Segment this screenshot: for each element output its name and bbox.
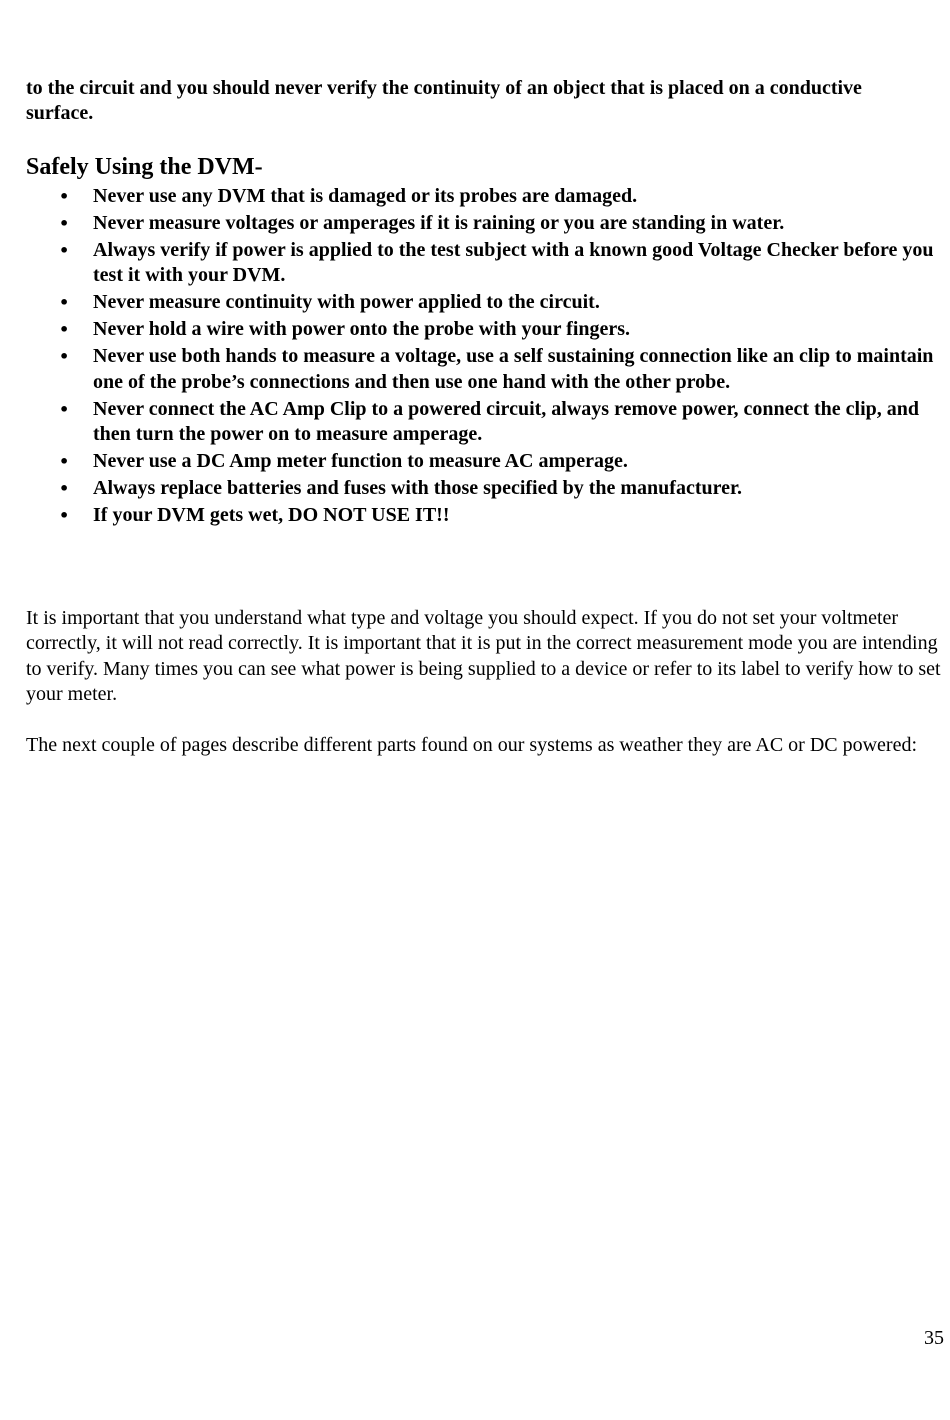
bullet-text: Never use both hands to measure a voltage, use a self sustaining connection like an clip to maintain one of the probe’s connections and then use one hand with the other probe. — [93, 345, 934, 393]
bullet-text: Never connect the AC Amp Clip to a powered circuit, always remove power, connect the clip, and then turn the power on to measure amperage. — [93, 397, 920, 446]
bullet-icon: • — [59, 187, 70, 206]
bullet-text: Never use any DVM that is damaged or its probes are damaged. — [93, 185, 638, 207]
bullet-icon: • — [59, 399, 70, 419]
bullet-text: Always verify if power is applied to the test subject with a known good Voltage Checker before you test it with your DVM. — [93, 239, 934, 287]
bullet-icon: • — [59, 214, 70, 233]
intro-paragraph: to the circuit and you should never verify the continuity of an object that is placed on a conductive surface. — [26, 77, 862, 124]
list-item — [0, 211, 950, 236]
list-item — [0, 449, 950, 474]
bullet-text: Always replace batteries and fuses with those specified by the manufacturer. — [93, 477, 743, 500]
page-number: 35 — [924, 1327, 944, 1349]
bullet-icon: • — [59, 506, 70, 526]
list-item — [0, 290, 950, 315]
list-item — [0, 317, 950, 342]
bullet-icon: • — [59, 320, 70, 340]
list-item — [0, 476, 950, 501]
bullet-icon: • — [59, 452, 70, 472]
bullet-text: If your DVM gets wet, DO NOT USE IT!! — [93, 504, 450, 527]
bullet-text: Never measure continuity with power applied to the circuit. — [93, 291, 600, 314]
bullet-icon: • — [59, 347, 70, 367]
section-heading: Safely Using the DVM- — [26, 154, 263, 180]
bullet-icon: • — [59, 241, 70, 260]
safety-bullet-list — [0, 184, 950, 530]
bullet-text: Never hold a wire with power onto the probe with your fingers. — [93, 318, 631, 341]
list-item — [0, 344, 950, 395]
list-item — [0, 238, 950, 289]
body-paragraph: The next couple of pages describe different parts found on our systems as weather they are AC or DC powered: — [26, 734, 918, 756]
list-item — [0, 184, 950, 209]
bullet-icon: • — [59, 293, 70, 313]
list-item — [0, 503, 950, 528]
list-item — [0, 397, 950, 448]
bullet-text: Never use a DC Amp meter function to measure AC amperage. — [93, 450, 628, 473]
bullet-text: Never measure voltages or amperages if it is raining or you are standing in water. — [93, 212, 785, 234]
body-paragraph: It is important that you understand what type and voltage you should expect. If you do not set your voltmeter correctly, it will not read correctly. It is important that it is put in the correct measurement mode you are intending to verify. Many times you can see what power is being supplied to a device or refer to its label to verify how to set your meter. — [26, 607, 941, 706]
bullet-icon: • — [59, 479, 70, 499]
